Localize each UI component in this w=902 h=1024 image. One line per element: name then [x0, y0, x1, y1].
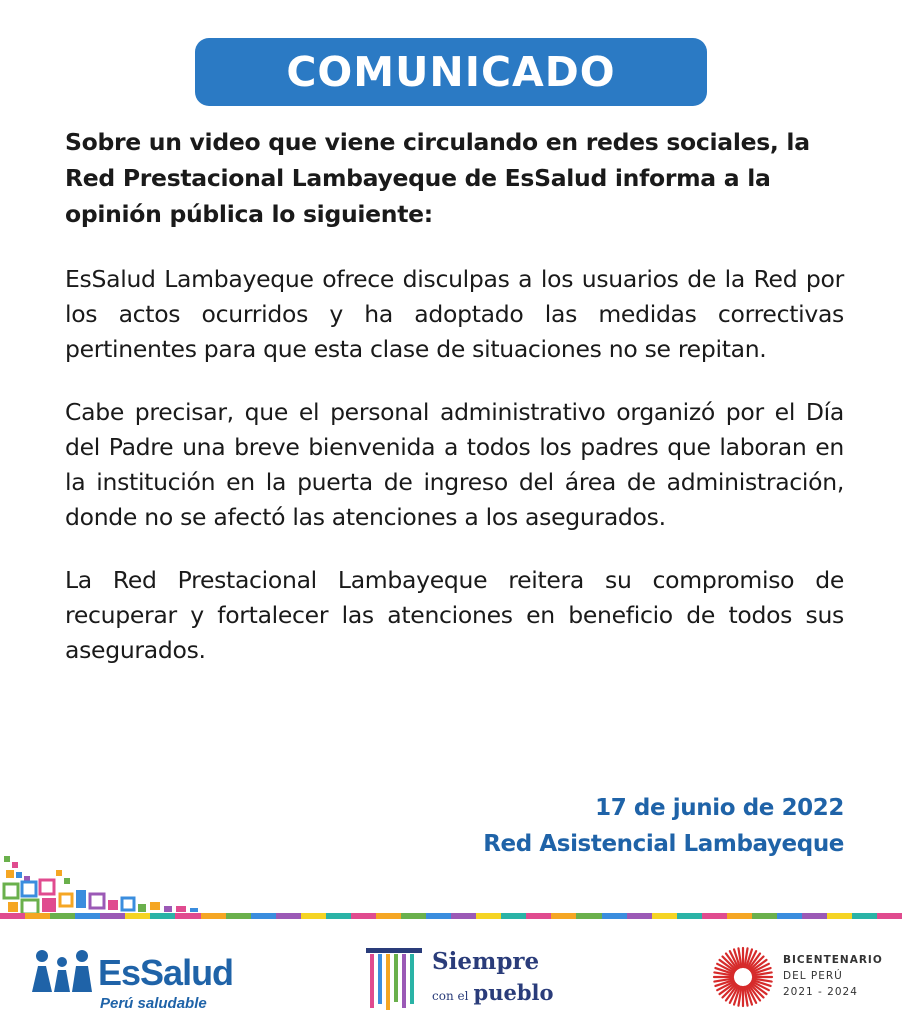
essalud-tagline: Perú saludable	[100, 995, 207, 1012]
color-stripe	[0, 913, 902, 919]
announcement-body	[65, 124, 844, 696]
signature-date: 17 de junio de 2022	[595, 795, 844, 821]
page-title: COMUNICADO	[286, 48, 616, 96]
bicentenario-line2: DEL PERÚ	[783, 970, 843, 982]
signature-org: Red Asistencial Lambayeque	[483, 831, 844, 857]
title-banner	[195, 38, 707, 106]
essalud-logo	[28, 940, 238, 1020]
siempre-line2-big: pueblo	[473, 980, 554, 1005]
footer-logos	[0, 930, 902, 1024]
textile-threads-icon	[364, 944, 424, 1016]
bicentenario-sunburst-icon	[710, 944, 776, 1010]
bicentenario-line1: BICENTENARIO	[783, 954, 883, 966]
siempre-line2	[432, 980, 554, 1005]
bicentenario-line3: 2021 - 2024	[783, 986, 858, 998]
family-icon	[28, 948, 98, 998]
siempre-con-el-pueblo-logo	[364, 940, 554, 1020]
essalud-name: EsSalud	[98, 952, 234, 993]
bicentenario-text	[783, 954, 883, 998]
body-paragraph-3: La Red Prestacional Lambayeque reitera su compromiso de recuperar y fortalecer las atenciones en beneficio de todos sus asegurados.	[65, 566, 844, 664]
body-paragraph-2: Cabe precisar, que el personal administrativo organizó por el Día del Padre una breve bienvenida a todos los padres que laboran en la institución en la puerta de ingreso del área de administración, donde no se afectó las atenciones a los asegurados.	[65, 398, 844, 531]
bicentenario-logo	[710, 938, 890, 1018]
siempre-line1: Siempre	[432, 948, 540, 975]
body-paragraph-1: EsSalud Lambayeque ofrece disculpas a los usuarios de la Red por los actos ocurridos y ha adoptado las medidas correctivas pertinentes para que esta clase de situaciones no se repitan.	[65, 265, 844, 363]
decorative-pattern	[0, 850, 902, 922]
siempre-line2-small: con el	[432, 989, 469, 1003]
intro-paragraph: Sobre un video que viene circulando en redes sociales, la Red Prestacional Lambayeque de EsSalud informa a la opinión pública lo siguiente:	[65, 128, 810, 228]
